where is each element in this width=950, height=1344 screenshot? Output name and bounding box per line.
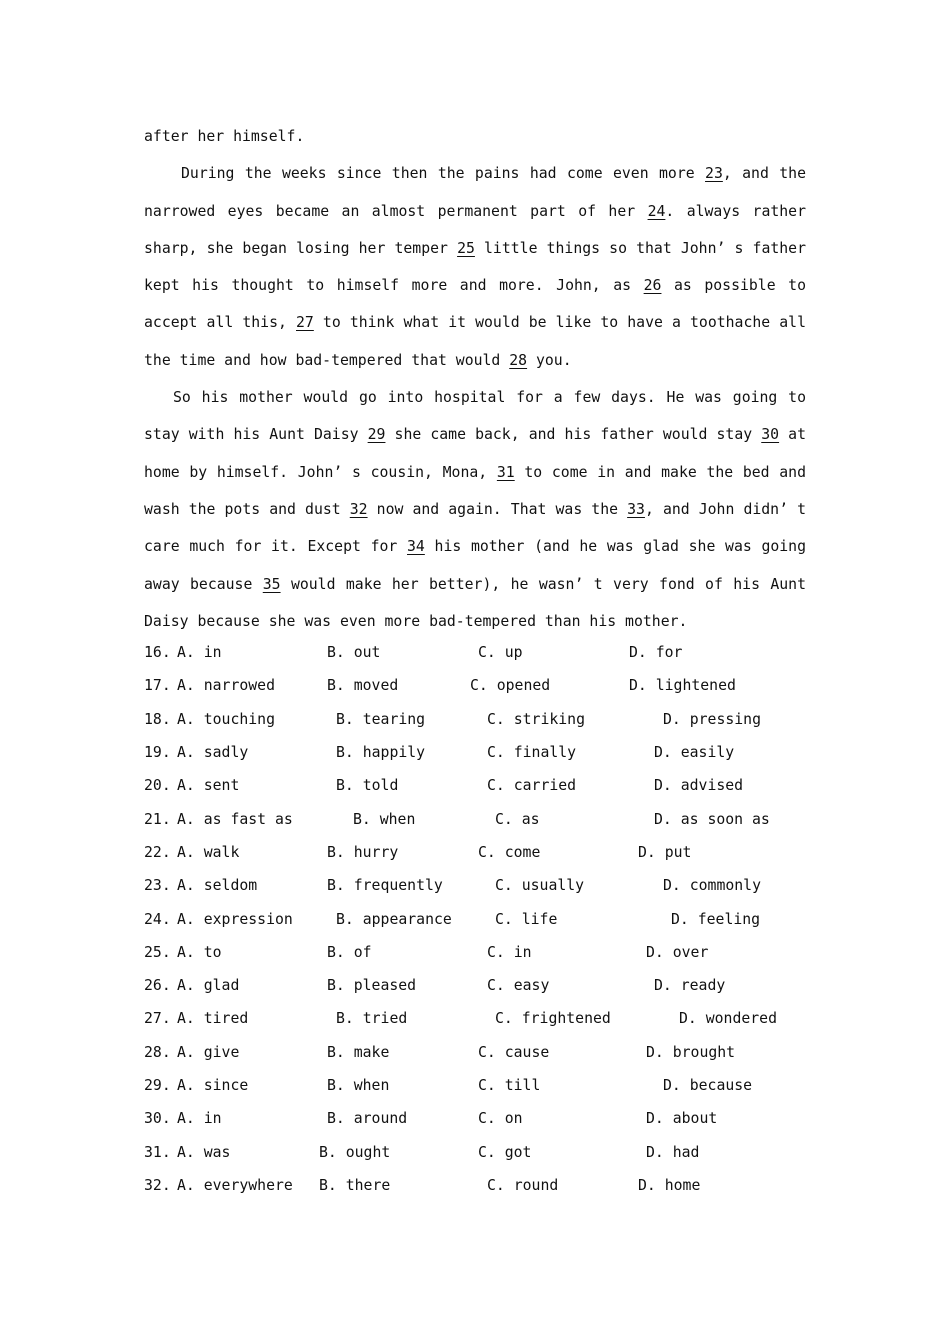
option-d: D. advised xyxy=(654,777,744,795)
option-b: B. around xyxy=(327,1110,408,1128)
question-number: 32. xyxy=(144,1176,171,1194)
option-c: C. up xyxy=(478,644,523,662)
question-number: 17. xyxy=(144,677,171,695)
option-c: C. easy xyxy=(487,977,550,995)
option-b: B. when xyxy=(353,810,416,828)
option-d: D. pressing xyxy=(663,710,761,728)
option-b: B. ought xyxy=(319,1143,391,1161)
question-number: 31. xyxy=(144,1143,171,1161)
passage-text: at home by himself. John’ s cousin, Mona, xyxy=(144,426,806,481)
option-d: D. had xyxy=(646,1143,700,1161)
blank-32: 32 xyxy=(349,500,368,518)
blank-34: 34 xyxy=(407,538,425,556)
question-row xyxy=(144,1036,806,1069)
option-d: D. wondered xyxy=(679,1010,777,1028)
option-b: B. tearing xyxy=(336,710,426,728)
option-c: C. frightened xyxy=(495,1010,611,1028)
question-row xyxy=(144,1136,806,1169)
option-b: B. told xyxy=(336,777,399,795)
option-a: A. glad xyxy=(177,977,240,995)
blank-27: 27 xyxy=(296,314,314,332)
option-d: D. feeling xyxy=(671,910,761,928)
question-row xyxy=(144,703,806,736)
blank-25: 25 xyxy=(457,239,475,257)
question-number: 20. xyxy=(144,777,171,795)
option-d: D. over xyxy=(646,943,709,961)
question-row xyxy=(144,669,806,702)
blank-30: 30 xyxy=(761,426,780,444)
blank-29: 29 xyxy=(367,426,386,444)
question-number: 30. xyxy=(144,1110,171,1128)
option-a: A. sent xyxy=(177,777,240,795)
option-b: B. moved xyxy=(327,677,399,695)
option-b: B. there xyxy=(319,1176,391,1194)
option-a: A. tired xyxy=(177,1010,249,1028)
option-a: A. narrowed xyxy=(177,677,275,695)
passage-text: little things so that John’ s father kept his thought to himself more and more. John, as xyxy=(144,239,807,295)
option-a: A. seldom xyxy=(177,877,258,895)
option-c: C. life xyxy=(495,910,558,928)
option-c: C. in xyxy=(487,943,532,961)
option-d: D. ready xyxy=(654,977,726,995)
question-row xyxy=(144,969,806,1002)
question-row xyxy=(144,903,806,936)
option-d: D. lightened xyxy=(629,677,736,695)
blank-28: 28 xyxy=(509,351,528,369)
passage-text: you. xyxy=(527,351,572,369)
passage-text: , and the narrowed eyes became an almost permanent part of her xyxy=(144,165,806,220)
paragraph-3 xyxy=(144,379,806,640)
question-row xyxy=(144,869,806,902)
question-number: 26. xyxy=(144,977,171,995)
document-page xyxy=(144,118,806,1202)
question-row xyxy=(144,836,806,869)
option-b: B. out xyxy=(327,644,381,662)
option-a: A. give xyxy=(177,1043,240,1061)
question-row xyxy=(144,1102,806,1135)
passage-text: as possible to accept all this, xyxy=(144,277,806,332)
option-d: D. for xyxy=(629,644,683,662)
passage-text: During the weeks since then the pains had come even more xyxy=(181,165,706,183)
question-options-list xyxy=(144,636,806,1202)
option-a: A. was xyxy=(177,1143,231,1161)
blank-26: 26 xyxy=(643,277,662,295)
question-number: 19. xyxy=(144,744,171,762)
question-number: 27. xyxy=(144,1010,171,1028)
question-row xyxy=(144,1069,806,1102)
option-c: C. striking xyxy=(487,710,585,728)
passage-text: So his mother would go into hospital for a few days. He was going to stay with his Aunt Daisy xyxy=(144,389,806,444)
option-b: B. make xyxy=(327,1043,390,1061)
question-number: 25. xyxy=(144,943,171,961)
option-b: B. happily xyxy=(336,744,426,762)
passage-text: his mother (and he was glad she was going away because xyxy=(144,538,806,593)
option-c: C. finally xyxy=(487,744,577,762)
passage-text: would make her better), he wasn’ t very fond of his Aunt Daisy because she was even more bad-tempered than his mother. xyxy=(144,575,806,630)
option-b: B. hurry xyxy=(327,843,399,861)
option-d: D. brought xyxy=(646,1043,736,1061)
option-c: C. as xyxy=(495,810,540,828)
passage-text: now and again. That was the xyxy=(367,500,628,518)
blank-35: 35 xyxy=(262,575,281,593)
passage-text: . always rather sharp, she began losing her temper xyxy=(144,202,806,257)
option-d: D. home xyxy=(638,1176,701,1194)
blank-23: 23 xyxy=(705,165,723,183)
option-c: C. on xyxy=(478,1110,523,1128)
option-c: C. come xyxy=(478,843,541,861)
option-a: A. to xyxy=(177,943,222,961)
question-number: 23. xyxy=(144,877,171,895)
option-c: C. got xyxy=(478,1143,532,1161)
option-c: C. till xyxy=(478,1077,541,1095)
option-d: D. as soon as xyxy=(654,810,770,828)
question-row xyxy=(144,736,806,769)
option-b: B. appearance xyxy=(336,910,452,928)
question-number: 24. xyxy=(144,910,171,928)
option-b: B. of xyxy=(327,943,372,961)
option-c: C. usually xyxy=(495,877,585,895)
question-number: 28. xyxy=(144,1043,171,1061)
option-d: D. about xyxy=(646,1110,718,1128)
option-a: A. sadly xyxy=(177,744,249,762)
option-d: D. put xyxy=(638,843,692,861)
question-number: 18. xyxy=(144,710,171,728)
option-a: A. in xyxy=(177,644,222,662)
option-c: C. opened xyxy=(470,677,551,695)
option-b: B. pleased xyxy=(327,977,417,995)
option-b: B. tried xyxy=(336,1010,408,1028)
question-row xyxy=(144,636,806,669)
question-row xyxy=(144,769,806,802)
question-number: 22. xyxy=(144,843,171,861)
option-a: A. everywhere xyxy=(177,1176,293,1194)
question-row xyxy=(144,1002,806,1035)
option-a: A. in xyxy=(177,1110,222,1128)
passage-text: she came back, and his father would stay xyxy=(385,426,762,444)
blank-31: 31 xyxy=(496,463,515,481)
option-d: D. because xyxy=(663,1077,753,1095)
option-d: D. commonly xyxy=(663,877,761,895)
passage-text: to come in and make the bed and wash the pots and dust xyxy=(144,463,806,518)
question-row xyxy=(144,803,806,836)
option-a: A. expression xyxy=(177,910,293,928)
passage-text: to think what it would be like to have a toothache all the time and how bad-tempered that would xyxy=(144,314,806,369)
option-d: D. easily xyxy=(654,744,735,762)
option-c: C. cause xyxy=(478,1043,550,1061)
blank-33: 33 xyxy=(627,500,645,518)
option-a: A. walk xyxy=(177,843,240,861)
option-b: B. when xyxy=(327,1077,390,1095)
option-c: C. carried xyxy=(487,777,577,795)
option-a: A. touching xyxy=(177,710,275,728)
paragraph-2 xyxy=(144,155,806,379)
blank-24: 24 xyxy=(647,202,666,220)
option-a: A. as fast as xyxy=(177,810,293,828)
question-row xyxy=(144,1169,806,1202)
question-number: 16. xyxy=(144,644,171,662)
question-row xyxy=(144,936,806,969)
option-c: C. round xyxy=(487,1176,559,1194)
question-number: 21. xyxy=(144,810,171,828)
option-b: B. frequently xyxy=(327,877,443,895)
question-number: 29. xyxy=(144,1077,171,1095)
paragraph-continuation: after her himself. xyxy=(144,128,305,145)
option-a: A. since xyxy=(177,1077,249,1095)
passage-text: , and John didn’ t care much for it. Except for xyxy=(144,500,806,556)
